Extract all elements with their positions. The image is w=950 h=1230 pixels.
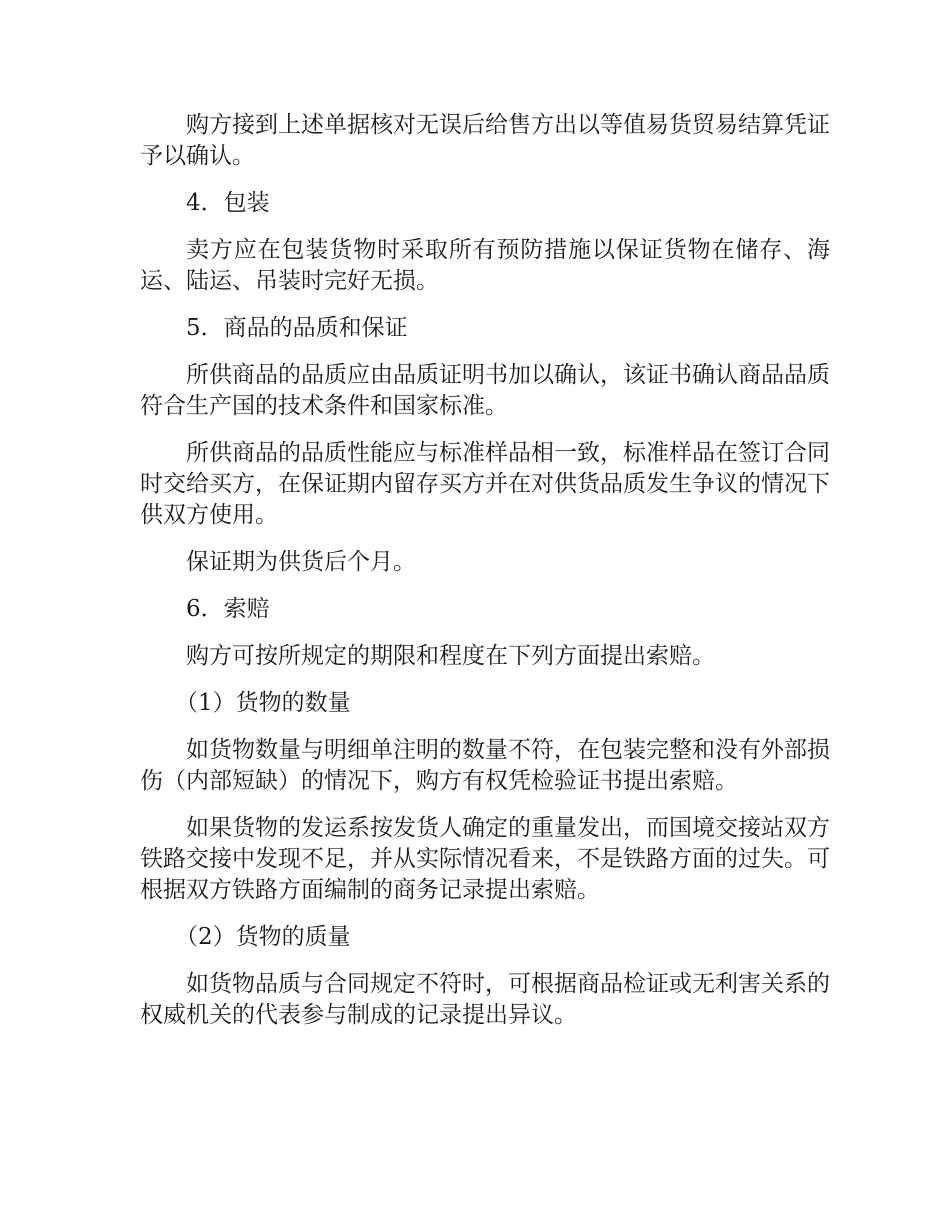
paragraph-packaging: 卖方应在包装货物时采取所有预防措施以保证货物在储存、海运、陆运、吊装时完好无损。 — [140, 237, 830, 294]
subheading-quantity: （1）货物的数量 — [175, 690, 351, 716]
section-heading-packaging: 4．包装 — [186, 190, 270, 216]
paragraph-claims-intro: 购方可按所规定的期限和程度在下列方面提出索赔。 — [186, 643, 715, 669]
paragraph-quantity-mismatch: 如货物数量与明细单注明的数量不符，在包装完整和没有外部损伤（内部短缺）的情况下，购方有权凭检验证书提出索赔。 — [140, 737, 830, 794]
paragraph-quality-sample: 所供商品的品质性能应与标准样品相一致，标准样品在签订合同时交给买方，在保证期内留存买方并在对供货品质发生争议的情况下供双方使用。 — [140, 440, 830, 528]
document-page — [140, 110, 830, 1047]
paragraph-quantity-railway: 如果货物的发运系按发货人确定的重量发出，而国境交接站双方铁路交接中发现不足，并从实际情况看来，不是铁路方面的过失。可根据双方铁路方面编制的商务记录提出索赔。 — [140, 815, 830, 903]
section-heading-claims: 6．索赔 — [186, 596, 270, 622]
paragraph-quality-certificate: 所供商品的品质应由品质证明书加以确认，该证书确认商品品质符合生产国的技术条件和国家标准。 — [140, 362, 830, 419]
paragraph-warranty-period: 保证期为供货后个月。 — [186, 549, 416, 575]
subheading-quality-goods: （2）货物的质量 — [175, 924, 351, 950]
section-heading-quality: 5．商品的品质和保证 — [186, 315, 408, 341]
paragraph-quality-objection: 如货物品质与合同规定不符时，可根据商品检证或无利害关系的权威机关的代表参与制成的记录提出异议。 — [140, 971, 830, 1028]
paragraph-confirmation: 购方接到上述单据核对无误后给售方出以等值易货贸易结算凭证予以确认。 — [140, 112, 830, 169]
